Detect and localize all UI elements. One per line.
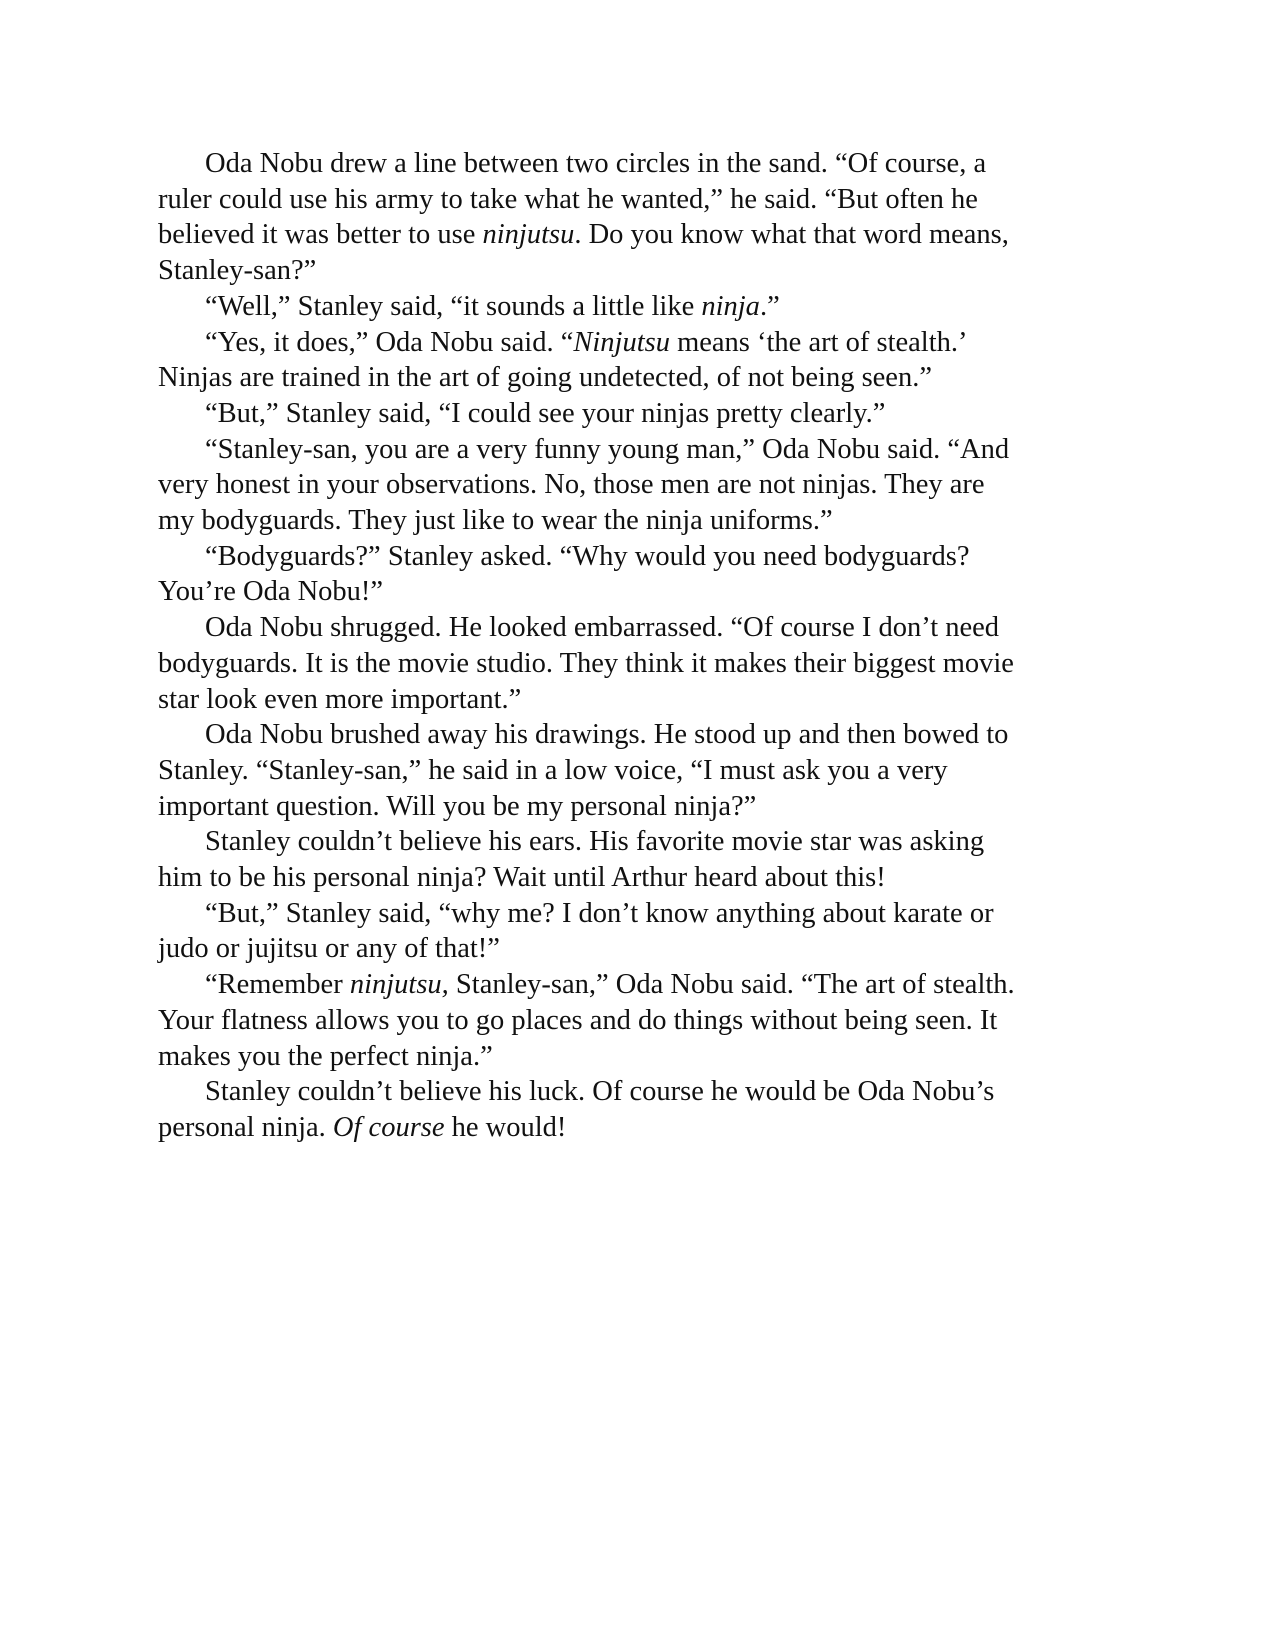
paragraph: Stanley couldn’t believe his luck. Of course he would be Oda Nobu’s personal ninja. Of course he would! bbox=[158, 1076, 995, 1143]
paragraph: “Yes, it does,” Oda Nobu said. “Ninjutsu means ‘the art of stealth.’ Ninjas are trained in the art of going undetected, of not being seen.” bbox=[158, 326, 968, 394]
paragraph: “Stanley-san, you are a very funny young man,” Oda Nobu said. “And very honest in your observations. No, those men are not ninjas. They are my bodyguards. They just like to wear the ninja uniforms.” bbox=[158, 433, 1010, 537]
paragraph: Oda Nobu drew a line between two circles in the sand. “Of course, a ruler could use his army to take what he wanted,” he said. “But often he believed it was better to use ninjutsu. Do you know what that word means, Stanley-san?” bbox=[158, 148, 1009, 287]
body-text bbox=[158, 146, 1103, 1146]
paragraph: “But,” Stanley said, “I could see your ninjas pretty clearly.” bbox=[205, 397, 886, 429]
paragraph: Oda Nobu shrugged. He looked embarrassed. “Of course I don’t need bodyguards. It is the movie studio. They think it makes their biggest movie star look even more important.” bbox=[158, 612, 1014, 715]
paragraph: “But,” Stanley said, “why me? I don’t know anything about karate or judo or jujitsu or any of that!” bbox=[158, 897, 994, 965]
paragraph: “Bodyguards?” Stanley asked. “Why would you need bodyguards? You’re Oda Nobu!” bbox=[158, 540, 970, 608]
paragraph: Stanley couldn’t believe his ears. His favorite movie star was asking him to be his personal ninja? Wait until Arthur heard about this! bbox=[158, 826, 985, 894]
paragraph: “Remember ninjutsu, Stanley-san,” Oda Nobu said. “The art of stealth. Your flatness allows you to go places and do things without being seen. It makes you the perfect ninja.” bbox=[158, 969, 1015, 1072]
paragraph: “Well,” Stanley said, “it sounds a little like ninja.” bbox=[205, 290, 780, 322]
paragraph: Oda Nobu brushed away his drawings. He stood up and then bowed to Stanley. “Stanley-san,” he said in a low voice, “I must ask you a very important question. Will you be my personal ninja?” bbox=[158, 719, 1009, 822]
